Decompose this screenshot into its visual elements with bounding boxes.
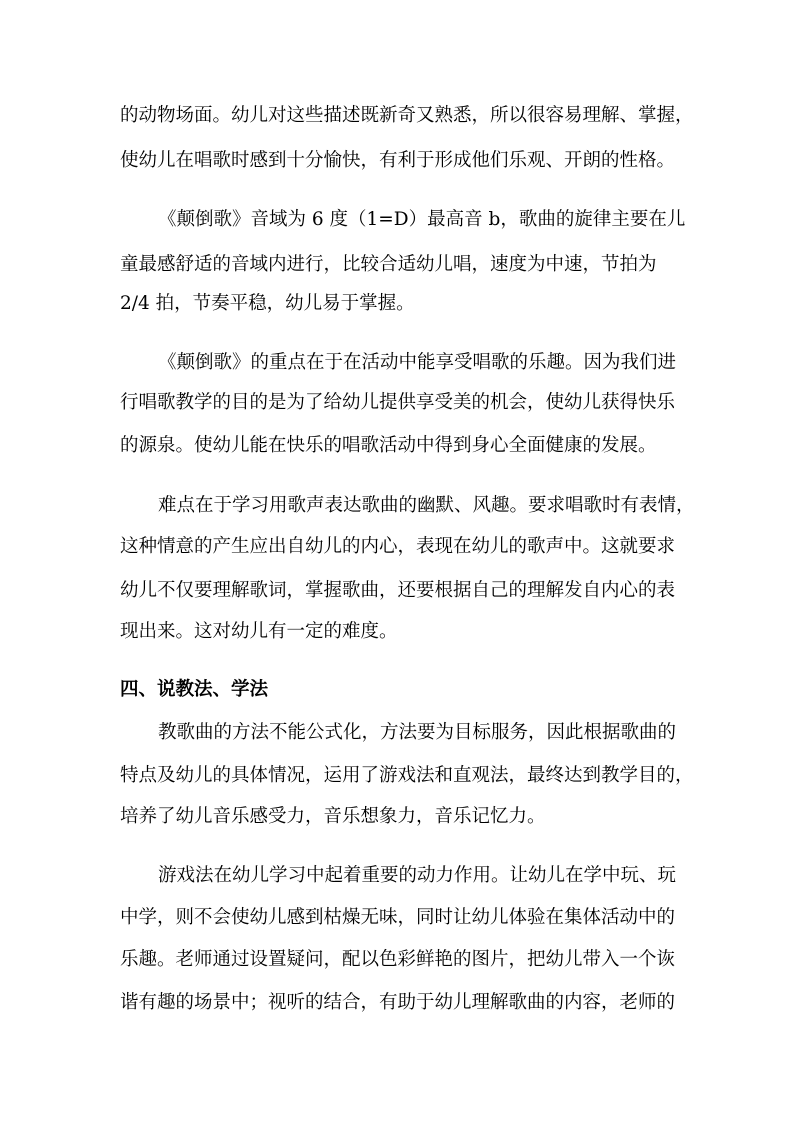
paragraph-line: 行唱歌教学的目的是为了给幼儿提供享受美的机会，使幼儿获得快乐 bbox=[120, 392, 676, 413]
paragraph-line: 这种情意的产生应出自幼儿的内心，表现在幼儿的歌声中。这就要求 bbox=[120, 536, 676, 557]
paragraph-line: 游戏法在幼儿学习中起着重要的动力作用。让幼儿在学中玩、玩 bbox=[158, 865, 677, 886]
paragraph-line: 《颠倒歌》音域为 6 度（1=D）最高音 b，歌曲的旋律主要在儿 bbox=[158, 209, 686, 230]
paragraph-line: 《颠倒歌》的重点在于在活动中能享受唱歌的乐趣。因为我们进 bbox=[158, 352, 677, 373]
paragraph-line: 中学，则不会使幼儿感到枯燥无味，同时让幼儿体验在集体活动中的 bbox=[120, 907, 676, 928]
paragraph-line: 乐趣。老师通过设置疑问，配以色彩鲜艳的图片，把幼儿带入一个诙 bbox=[120, 949, 676, 970]
paragraph-line: 教歌曲的方法不能公式化，方法要为目标服务，因此根据歌曲的 bbox=[158, 722, 677, 743]
paragraph-line: 特点及幼儿的具体情况，运用了游戏法和直观法，最终达到教学目的， bbox=[120, 765, 694, 786]
paragraph-line: 谐有趣的场景中；视听的结合，有助于幼儿理解歌曲的内容，老师的 bbox=[120, 992, 676, 1013]
paragraph-line: 童最感舒适的音域内进行，比较合适幼儿唱，速度为中速，节拍为 bbox=[120, 254, 657, 275]
paragraph-line: 难点在于学习用歌声表达歌曲的幽默、风趣。要求唱歌时有表情， bbox=[158, 495, 695, 516]
paragraph-line: 的源泉。使幼儿能在快乐的唱歌活动中得到身心全面健康的发展。 bbox=[120, 435, 657, 456]
paragraph-line: 的动物场面。幼儿对这些描述既新奇又熟悉，所以很容易理解、掌握， bbox=[120, 105, 694, 126]
section-heading: 四、说教法、学法 bbox=[120, 679, 269, 700]
paragraph-line: 2/4 拍，节奏平稳，幼儿易于掌握。 bbox=[120, 293, 415, 314]
paragraph-line: 使幼儿在唱歌时感到十分愉快，有利于形成他们乐观、开朗的性格。 bbox=[120, 150, 676, 171]
paragraph-line: 现出来。这对幼儿有一定的难度。 bbox=[120, 621, 398, 642]
paragraph-line: 幼儿不仅要理解歌词，掌握歌曲，还要根据自己的理解发自内心的表 bbox=[120, 580, 676, 601]
paragraph-line: 培养了幼儿音乐感受力，音乐想象力，音乐记忆力。 bbox=[120, 806, 546, 827]
